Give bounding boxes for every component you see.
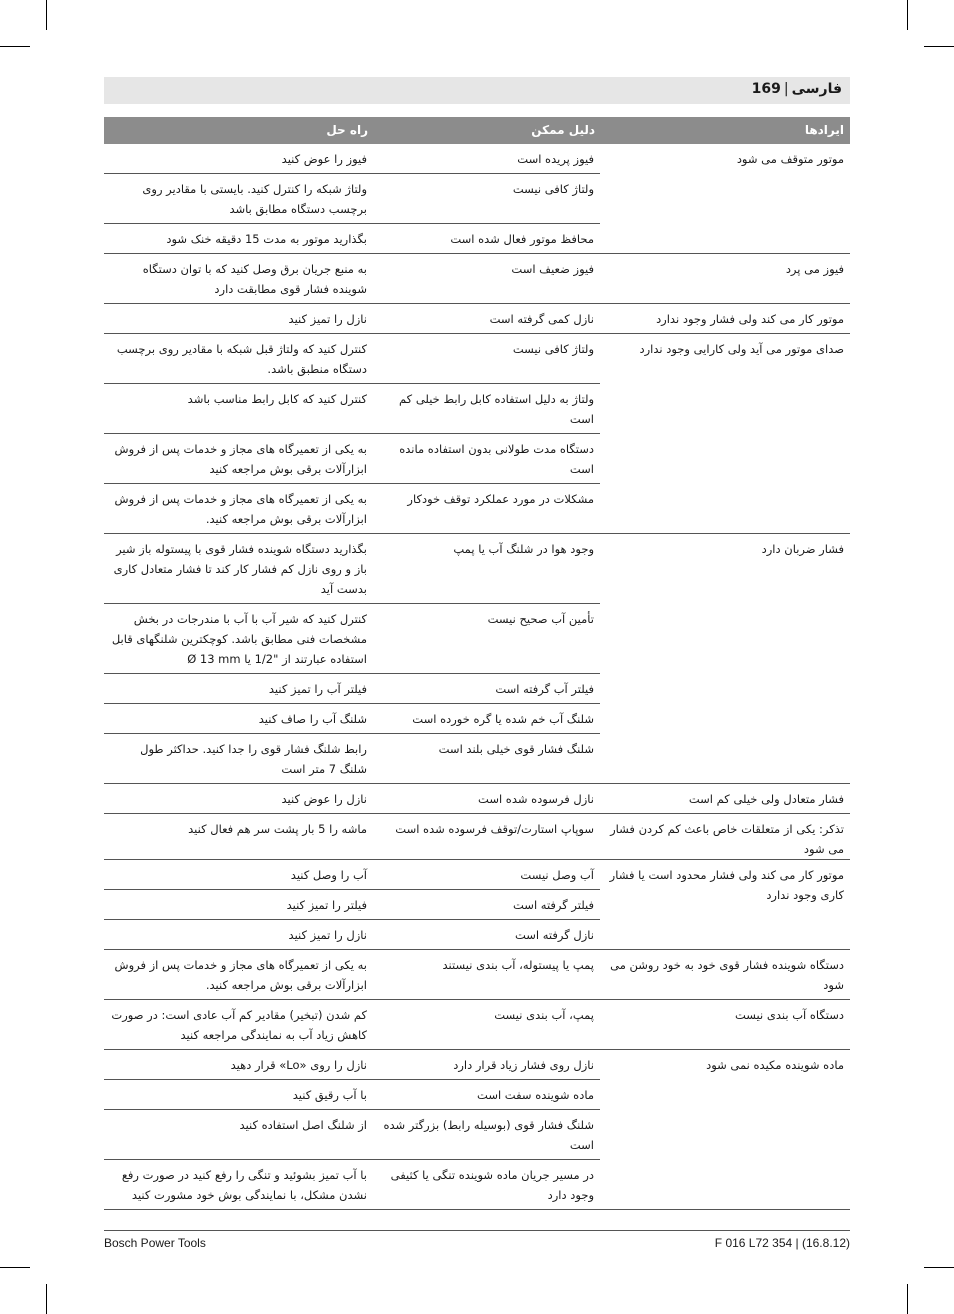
table-group: [104, 784, 850, 814]
troubleshooting-table: [104, 117, 850, 1210]
page-header: [104, 77, 850, 104]
table-row: [104, 484, 600, 533]
remedy-cell: فیلتر را تمیز کنید: [104, 890, 373, 920]
table-row: [104, 920, 600, 949]
cause-cell: شلنگ فشار قوی خیلی بلند است: [438, 742, 594, 756]
table-row: [104, 434, 600, 484]
header-cause: دلیل ممکن: [531, 123, 595, 137]
problem-cell: ماده شوینده مکیده نمی شود: [706, 1058, 844, 1072]
cause-cell: شلنگ آب خم شده یا گره خورده است: [373, 704, 600, 734]
table-row: [104, 950, 600, 999]
remedy-cell: ماشه را 5 بار پشت سر هم فعال کنید: [188, 822, 367, 836]
cause-cell: فیوز ضعیف است: [511, 262, 594, 276]
problem-cell: موتور متوقف می شود: [736, 152, 844, 166]
remedy-cell: بگذارید موتور به مدت 15 دقیقه خنک شود: [166, 232, 367, 246]
problem-cell: دستگاه شوینده فشار قوی خود به خود روشن می شود: [610, 958, 844, 992]
remedy-cell: شلنگ آب را صاف کنید: [104, 704, 373, 734]
remedy-cell: نازل را تمیز کنید: [288, 312, 367, 326]
remedy-cell: فیلتر آب را تمیز کنید: [104, 674, 373, 704]
header-remedy: راه حل: [326, 123, 368, 137]
cause-cell: در مسیر جریان ماده شوینده تنگی یا کثیفی وجود دارد: [390, 1168, 594, 1202]
table-row: [104, 1080, 600, 1110]
remedy-cell: آب را وصل کنید: [104, 860, 373, 890]
remedy-cell: به یکی از تعمیرگاه های مجاز و خدمات پس از فروش ابزارآلات برقی بوش مراجعه کنید: [104, 434, 373, 484]
cause-cell: فیوز پریده است: [373, 144, 600, 174]
problem-cell: موتور کار می کند ولی فشار وجود ندارد: [656, 312, 844, 326]
remedy-cell: نازل را روی «Lo» قرار دهید: [104, 1050, 373, 1080]
remedy-cell: نازل را عوض کنید: [281, 792, 367, 806]
cause-cell: نازل روی فشار زیاد قرار دارد: [373, 1050, 600, 1080]
table-group: [104, 860, 850, 950]
problem-cell: فشار متعادل ولی خیلی کم است: [688, 792, 844, 806]
remedy-cell: کم شدن (تبخیر) مقادیر کم آب عادی است: در صورت کاهش زیاد آب به نمایندگی مراجعه کنید: [111, 1008, 367, 1042]
cause-cell: ماده شوینده سفت است: [373, 1080, 600, 1110]
cause-cell: فیلتر آب گرفته است: [373, 674, 600, 704]
remedy-cell: رابط شلنگ فشار قوی را جدا کنید. حداکثر طول شلنگ 7 متر است: [140, 742, 367, 776]
cause-cell: نازل فرسوده شده است: [478, 792, 594, 806]
crop-mark: [46, 1284, 47, 1314]
footer-doc-id: F 016 L72 354 | (16.8.12): [714, 1236, 850, 1250]
table-row: [104, 704, 600, 734]
table-group: [104, 334, 850, 534]
cause-cell: تأمین آب صحیح نیست: [373, 604, 600, 674]
problem-cell: تذکر: یکی از متعلقات خاص باعث کم کردن فشار می شود: [610, 822, 844, 856]
section-title: فارسی: [791, 81, 842, 97]
cause-cell: شلنگ فشار قوی (بوسیله رابط) بزرگتر شده است: [373, 1110, 600, 1160]
table-row: [104, 334, 600, 384]
remedy-cell: به یکی از تعمیرگاه های مجاز و خدمات پس از فروش ابزارآلات برقی بوش مراجعه کنید.: [114, 492, 367, 526]
crop-mark: [907, 1284, 908, 1314]
problem-cell: صدای موتور می آید ولی کارایی وجود ندارد: [639, 342, 844, 356]
table-row: [104, 860, 600, 890]
remedy-cell: به یکی از تعمیرگاه های مجاز و خدمات پس از فروش ابزارآلات برقی بوش مراجعه کنید.: [114, 958, 367, 992]
cause-cell: دستگاه مدت طولانی بدون استفاده مانده است: [373, 434, 600, 484]
table-row: [104, 1050, 600, 1080]
table-group: [104, 534, 850, 784]
cause-cell: سوپاپ استارت/توقف فرسوده شده است: [395, 822, 594, 836]
cause-cell: ولتاژ کافی نیست: [373, 334, 600, 384]
cause-cell: ولتاژ کافی نیست: [373, 174, 600, 224]
cause-cell: آب وصل نیست: [373, 860, 600, 890]
table-row: [104, 890, 600, 920]
cause-cell: نازل گرفته است: [514, 928, 594, 942]
table-group: [104, 814, 850, 860]
header-problem: ایرادها: [804, 123, 844, 137]
problem-cell: موتور کار می کند ولی فشار محدود است یا فشار کاری وجود ندارد: [609, 868, 844, 902]
remedy-cell: نازل را تمیز کنید: [288, 928, 367, 942]
problem-cell: فشار ضربان دارد: [761, 542, 844, 556]
cause-cell: وجود هوا در شلنگ آب یا پمپ: [373, 534, 600, 604]
table-group: [104, 950, 850, 1000]
remedy-cell: با آب رقیق کنید: [104, 1080, 373, 1110]
table-row: [104, 254, 600, 303]
table-row: [104, 784, 600, 813]
header-separator: |: [783, 81, 789, 97]
remedy-cell: ولتاژ شبکه را کنترل کنید. بایستی با مقادیر روی برچسب دستگاه مطابق باشد: [104, 174, 373, 224]
table-group: [104, 304, 850, 334]
cause-cell: محافظ موتور فعال شده است: [450, 232, 594, 246]
crop-mark: [0, 1267, 30, 1268]
table-row: [104, 1110, 600, 1160]
table-row: [104, 144, 600, 174]
crop-mark: [924, 46, 954, 47]
page-header-text: [752, 81, 842, 97]
cause-cell: فیلتر گرفته است: [373, 890, 600, 920]
crop-mark: [46, 0, 47, 30]
table-group: [104, 1000, 850, 1050]
table-group: [104, 254, 850, 304]
remedy-cell: با آب تمیز بشوئید و تنگی را رفع کنید در صورت رفع نشدن مشکل، با نمایندگی بوش خود مشورت کنید: [121, 1168, 367, 1202]
table-row: [104, 604, 600, 674]
footer-rule: [104, 1230, 850, 1231]
table-row: [104, 814, 600, 843]
table-row: [104, 1000, 600, 1049]
table-row: [104, 1160, 600, 1209]
remedy-cell: بگذارید دستگاه شوینده فشار قوی با پیستوله باز شیر باز و روی نازل کم فشار کار کند تا فشار متعادل کاری بدست آید: [104, 534, 373, 604]
crop-mark: [924, 1267, 954, 1268]
remedy-cell: کنترل کنید که شیر آب با آب با مندرجات در بخش مشخصات فنی مطابق باشد. کوچکترین شلنگهای قابل استفاده عبارتند از "1/2 یا Ø 13 mm: [104, 604, 373, 674]
problem-cell: دستگاه آب بندی نیست: [734, 1008, 844, 1022]
page-number: 169: [751, 81, 781, 97]
remedy-cell: کنترل کنید که کابل رابط مناسب باشد: [104, 384, 373, 434]
crop-mark: [907, 0, 908, 30]
crop-mark: [0, 46, 30, 47]
footer-brand: Bosch Power Tools: [104, 1236, 206, 1250]
remedy-cell: به منبع جریان برق وصل کنید که با توان دستگاه شوینده فشار قوی مطابقت دارد: [142, 262, 367, 296]
problem-cell: فیوز می پرد: [785, 262, 844, 276]
table-group: [104, 1050, 850, 1210]
table-row: [104, 304, 600, 333]
table-header: [104, 117, 850, 144]
table-row: [104, 674, 600, 704]
remedy-cell: کنترل کنید که ولتاژ قبل شبکه با مقادیر روی برچسب دستگاه منطبق باشد.: [104, 334, 373, 384]
table-body: [104, 144, 850, 1210]
table-row: [104, 224, 600, 253]
table-group: [104, 144, 850, 254]
cause-cell: ولتاژ به دلیل استفاده کابل رابط خیلی کم است: [373, 384, 600, 434]
table-row: [104, 384, 600, 434]
remedy-cell: از شلنگ اصل استفاده کنید: [104, 1110, 373, 1160]
cause-cell: نازل کمی گرفته است: [489, 312, 594, 326]
cause-cell: مشکلات در مورد عملکرد توقف خودکار: [407, 492, 594, 506]
cause-cell: پمپ یا پیستوله، آب بندی نیستند: [442, 958, 594, 972]
cause-cell: پمپ، آب بندی نیست: [494, 1008, 594, 1022]
table-row: [104, 174, 600, 224]
table-row: [104, 534, 600, 604]
remedy-cell: فیوز را عوض کنید: [104, 144, 373, 174]
table-row: [104, 734, 600, 783]
